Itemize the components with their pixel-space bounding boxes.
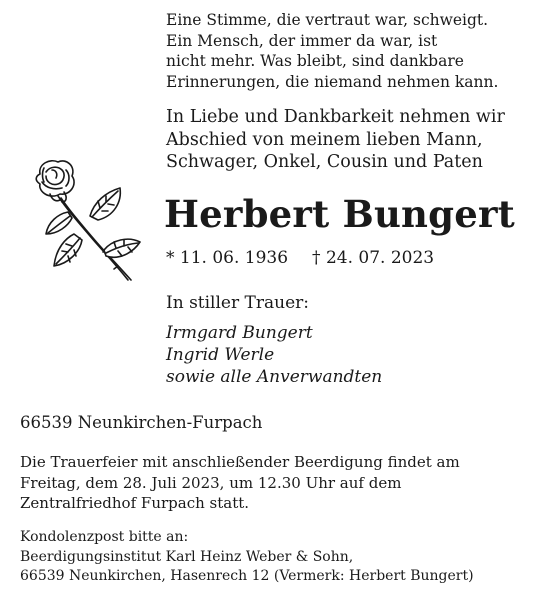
service-line: Zentralfriedhof Furpach statt. [20,494,250,512]
poem-line: Ein Mensch, der immer da war, ist [166,31,438,50]
birth-date: * 11. 06. 1936 [166,248,289,268]
mourners-heading: In stiller Trauer: [166,293,309,313]
farewell-line: Abschied von meinem lieben Mann, [166,129,483,150]
condolence-address [20,528,474,587]
mourners-list [166,322,382,388]
death-date: † 24. 07. 2023 [312,248,435,268]
farewell-line: Schwager, Onkel, Cousin und Paten [166,152,483,172]
service-line: Die Trauerfeier mit anschließender Beerdigung findet am [20,453,460,471]
mourner-name: Irmgard Bungert [166,323,313,343]
mourner-name: sowie alle Anverwandten [166,367,383,387]
funeral-service-info [20,452,460,514]
deceased-name: Herbert Bungert [164,192,515,236]
service-line: Freitag, dem 28. Juli 2023, um 12.30 Uhr auf dem [20,473,402,492]
farewell-text [166,106,541,174]
poem-line: nicht mehr. Was bleibt, sind dankbare [166,52,464,70]
poem-line: Erinnerungen, die niemand nehmen kann. [166,72,499,91]
mourner-name: Ingrid Werle [166,345,275,365]
condolence-line: Kondolenzpost bitte an: [20,529,189,545]
farewell-line: In Liebe und Dankbarkeit nehmen wir [166,107,505,127]
life-dates [166,247,434,269]
location-line: 66539 Neunkirchen-Furpach [20,413,263,432]
rose-illustration-icon [28,156,156,288]
condolence-line: Beerdigungsinstitut Karl Heinz Weber & Sohn, [20,548,354,565]
condolence-line: 66539 Neunkirchen, Hasenrech 12 (Vermerk: Herbert Bungert) [20,568,474,584]
poem-line: Eine Stimme, die vertraut war, schweigt. [166,11,489,29]
poem-verse [166,10,536,92]
